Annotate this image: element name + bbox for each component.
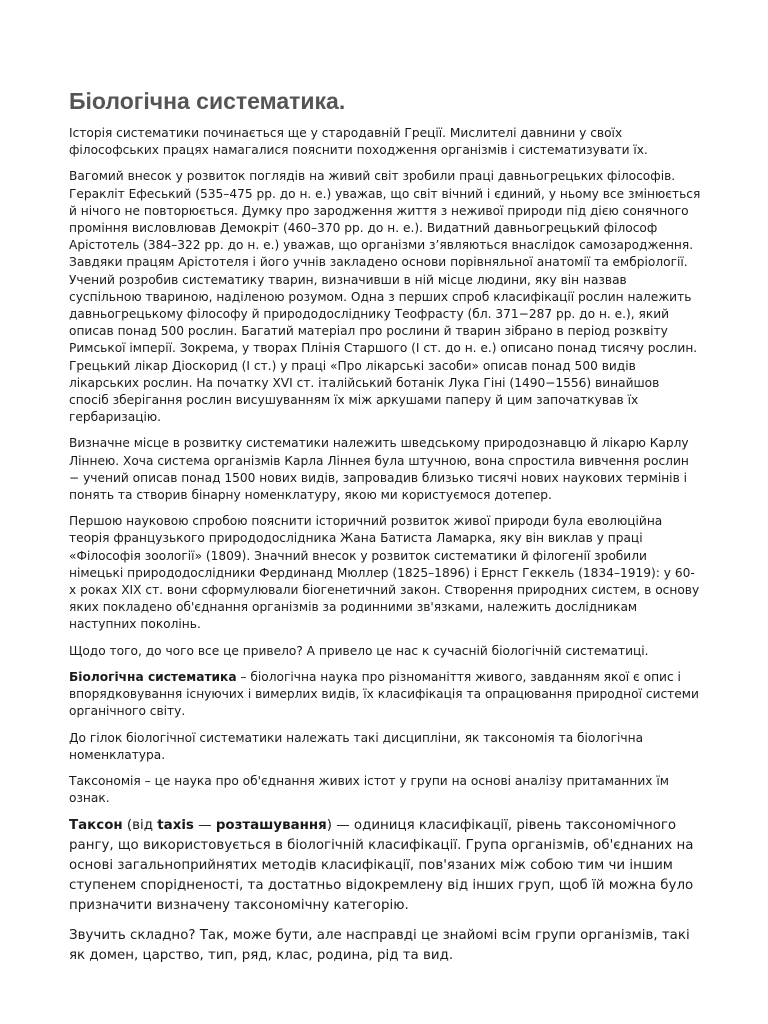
paragraph-definition-systematics: [69, 669, 701, 721]
taxon-definition: ) — одиниця класифікації, рівень таксономічного рангу, що використовується в біологічній класифікації. Група організмів, об'єднаних на основі загальноприйнятих методів класифікації, пов'язаних між собою тим чи іншим ступенем спорідненості, та достатньо відокремлену від інших груп, щоб їй можна було призначити визначену таксономічну категорію.: [69, 818, 694, 914]
taxon-dash: —: [193, 818, 216, 834]
paragraph-taxon: [69, 816, 701, 916]
term-taxon: Таксон: [69, 818, 123, 834]
term-biological-systematics: Біологічна систематика: [69, 669, 237, 684]
paragraph-closing: Звучить складно? Так, може бути, але насправді це знайомі всім групи організмів, такі як домен, царство, тип, ряд, клас, родина, рід та вид.: [69, 928, 690, 964]
taxon-open: (від: [122, 818, 158, 834]
term-taxis: taxis: [157, 818, 194, 834]
document-page: [69, 86, 701, 976]
page-title: Біологічна систематика.: [69, 88, 346, 114]
definition-text: – біологічна наука про різноманіття живого, завданням якої є опис і впорядковування існуючих і вимерлих видів, їх класифікація та опрацювання природної системи органічного світу.: [69, 669, 699, 719]
paragraph-transition: Щодо того, до чого все це привело? А привело це нас к сучасній біологічній систематиці.: [69, 643, 649, 658]
paragraph-ancient-philosophers: Вагомий внесок у розвиток поглядів на живий світ зробили праці давньогрецьких філософів. Геракліт Ефеський (535–475 рр. до н. е.) уважав, що світ вічний і єдиний, у ньому все змінюється й нічого не повторюється. Думку про зародження життя з неживої природи під дією сонячного проміння висловлював Демокріт (460–370 рр. до н. е.). Видатний давньогрецький філософ Арістотель (384–322 рр. до н. е.) уважав, що організми з’являються внаслідок самозародження. Завдяки працям Арістотеля і його учнів закладено основи порівняльної анатомії та ембріології. Учений розробив систематику тварин, визначивши в ній місце людини, яку він назвав суспільною твариною, наділеною розумом. Одна з перших спроб класифікації рослин належить давньогрецькому філософу й природодослiднику Теофрасту (бл. 371−287 рр. до н. е.), який описав понад 500 рослин. Багатий матеріал про рослини й тварин зібрано в період розквіту Римської імперії. Зокрема, у творах Плінія Старшого (І ст. до н. е.) описано понад тисячу рослин. Грецький лікар Діоскорид (І ст.) у праці «Про лікарські засоби» описав понад 500 видів лікарських рослин. На початку XVI ст. італійський ботанік Лука Гіні (1490−1556) винайшов спосіб зберігання рослин висушуванням їх між аркушами паперу й цим започаткував їх гербаризацію.: [69, 169, 701, 425]
term-meaning: розташування: [215, 818, 327, 834]
paragraph-branches: До гілок біологічної систематики належать такі дисципліни, як таксономія та біологічна номенклатура.: [69, 730, 644, 762]
paragraph-intro: Історія систематики починається ще у стародавній Греції. Мислителі давнини у своїх філософських працях намагалися пояснити походження організмів і систематизувати їх.: [69, 126, 648, 158]
paragraph-lamarck: Першою науковою спробою пояснити історичний розвиток живої природи була еволюційна теорія французького природодослідника Жана Батиста Ламарка, яку він виклав у праці «Філософія зоології» (1809). Значний внесок у розвиток систематики й філогенії зробили німецькі природодослідники Фердинанд Мюллер (1825–1896) і Ернст Геккель (1834–1919): у 60-х роках XIX ст. вони сформулювали біогенетичний закон. Створення природних систем, в основу яких покладено об'єднання організмів за родинними зв'язками, належить дослідникам наступних поколінь.: [69, 514, 700, 632]
paragraph-linnaeus: Визначне місце в розвитку систематики належить шведському природознавцю й лікарю Карлу Ліннею. Хоча система організмів Карла Ліннея була штучною, вона спростила вивчення рослин − учений описав понад 1500 нових видів, запровадив близько тисячі нових наукових термінів і понять та створив бінарну номенклатуру, якою ми користуємося дотепер.: [69, 436, 689, 503]
paragraph-taxonomy: Таксономія – це наука про об'єднання живих істот у групи на основі аналізу притаманних їм ознак.: [69, 773, 669, 806]
